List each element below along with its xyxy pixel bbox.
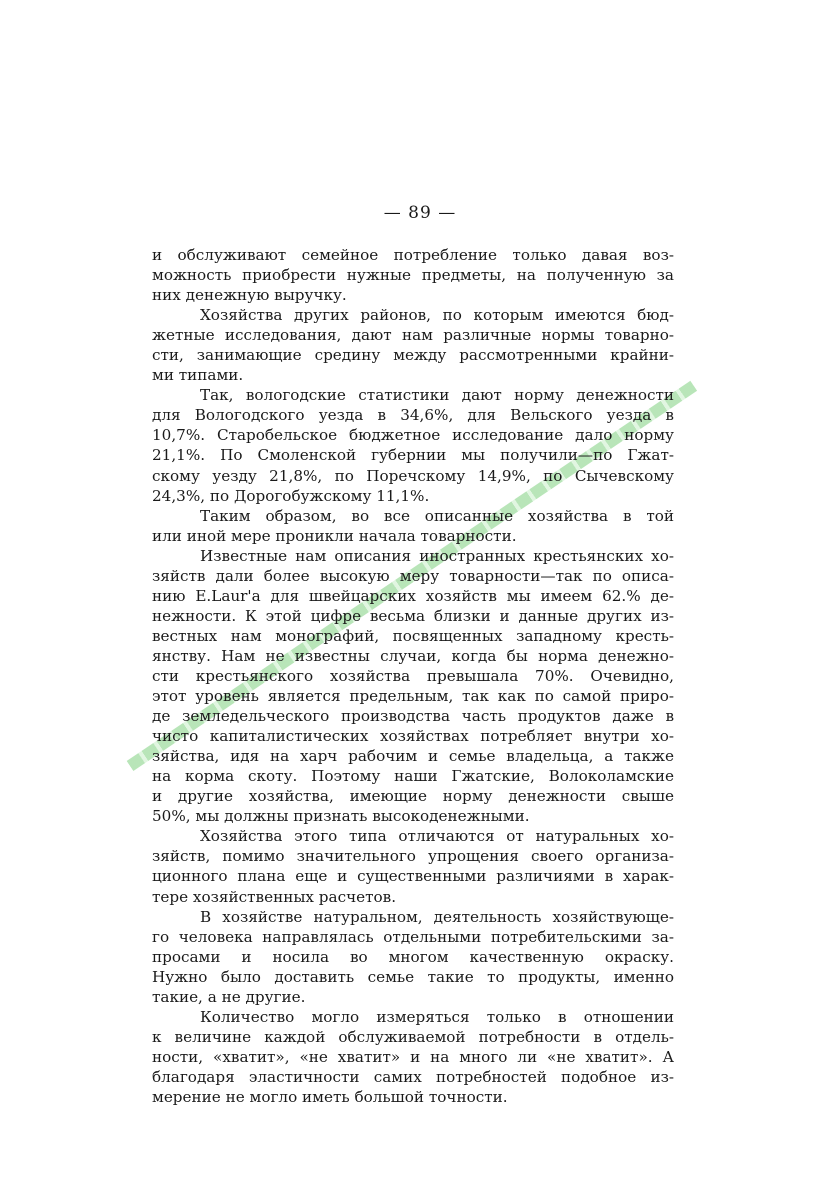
paragraph [152,907,674,1007]
text-line: Нужно было доставить семье такие то продукты, именно [152,967,674,986]
text-line: Хозяйства этого типа отличаются от натуральных хо- [200,827,674,846]
text-line: Таким образом, во все описанные хозяйства в той [200,506,674,525]
body-text [152,245,674,1107]
text-line: чисто капиталистических хозяйствах потребляет внутри хо- [152,727,674,746]
text-line: сти крестьянского хозяйства превышала 70%. Очевидно, [152,666,674,685]
text-line: для Вологодского уезда в 34,6%, для Вельского уезда в [152,406,674,425]
text-line: тере хозяйственных расчетов. [152,887,397,906]
text-line: них денежную выручку. [152,286,347,305]
text-line: на корма скоту. Поэтому наши Гжатские, Волоколамские [152,767,674,786]
text-line: Хозяйства других районов, по которым имеются бюд- [200,306,674,325]
page-number: — 89 — [383,203,457,223]
text-line: нежности. К этой цифре весьма близки и данные других из- [152,606,674,625]
text-line: де земледельческого производства часть продуктов даже в [152,707,674,726]
text-line: зяйств дали более высокую меру товарности—так по описа- [152,566,674,585]
text-line: можность приобрести нужные предметы, на полученную за [152,266,674,285]
text-line: скому уезду 21,8%, по Поречскому 14,9%, по Сычевскому [152,466,674,485]
paragraph [152,305,674,385]
text-line: го человека направлялась отдельными потребительскими за- [152,927,674,946]
text-line: вестных нам монографий, посвященных западному кресть- [152,626,674,645]
text-line: просами и носила во многом качественную окраску. [152,947,674,966]
text-line: 24,3%, по Дорогобужскому 11,1%. [152,486,430,505]
paragraph [152,385,674,505]
text-line: янству. Нам не известны случаи, когда бы норма денежно- [152,646,674,665]
text-line: к величине каждой обслуживаемой потребности в отдель- [152,1027,674,1046]
text-line: ми типами. [152,366,244,385]
paragraph [152,1007,674,1107]
text-line: и обслуживают семейное потребление только давая воз- [152,246,674,264]
paragraph [152,506,674,546]
text-line: такие, а не другие. [152,987,306,1006]
text-line: и другие хозяйства, имеющие норму денежности свыше [152,787,674,806]
text-line: мерение не могло иметь большой точности. [152,1087,508,1106]
text-line: Известные нам описания иностранных крестьянских хо- [200,546,674,565]
paragraph [152,546,674,827]
text-line: ности, «хватит», «не хватит» и на много ли «не хватит». А [152,1047,674,1066]
text-line: жетные исследования, дают нам различные нормы товарно- [152,326,674,345]
text-line: 10,7%. Старобельское бюджетное исследование дало норму [152,426,674,445]
text-line: В хозяйстве натуральном, деятельность хозяйствующе- [200,907,674,926]
text-line: ционного плана еще и существенными различиями в харак- [152,867,674,886]
text-line: нию E.Laur'a для швейцарских хозяйств мы имеем 62.% де- [152,586,674,605]
text-line: этот уровень является предельным, так как по самой приро- [152,687,674,706]
text-line: благодаря эластичности самих потребностей подобное из- [152,1067,674,1086]
text-line: зяйств, помимо значительного упрощения своего организа- [152,847,674,866]
text-line: сти, занимающие средину между рассмотренными крайни- [152,346,674,365]
paragraph [152,826,674,906]
text-line: Так, вологодские статистики дают норму денежности [200,386,674,405]
paragraph [152,245,674,305]
text-line: зяйства, идя на харч рабочим и семье владельца, а также [152,747,674,766]
text-line: 50%, мы должны признать высокоденежными. [152,807,530,826]
text-line: или иной мере проникли начала товарности. [152,526,517,545]
text-line: Количество могло измеряться только в отношении [200,1007,674,1026]
text-line: 21,1%. По Смоленской губернии мы получили—по Гжат- [152,446,674,465]
